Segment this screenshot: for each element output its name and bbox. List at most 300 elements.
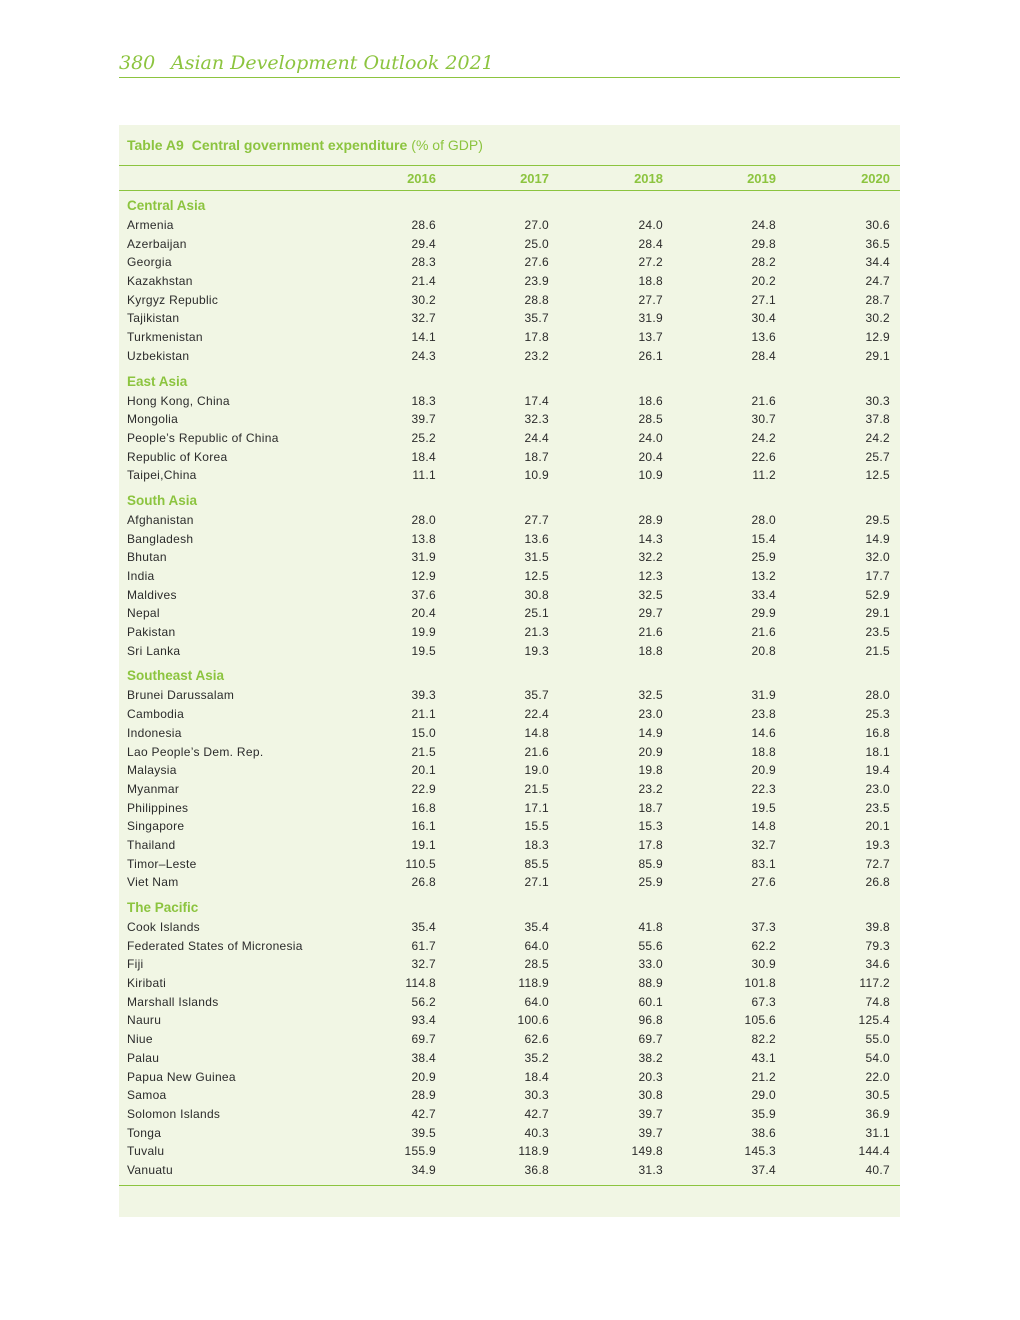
economy-name: Hong Kong, China [127,393,230,408]
region-group [119,660,900,892]
value-cell: 25.7 [865,449,890,464]
value-cell: 30.3 [865,393,890,408]
economy-name: Singapore [127,819,185,834]
table-row [119,511,900,530]
value-cell: 35.2 [524,1050,549,1065]
table-row [119,955,900,974]
table-row [119,466,900,485]
value-cell: 85.5 [524,856,549,871]
economy-name: Malaysia [127,763,177,778]
value-cell: 24.2 [751,430,776,445]
economy-name: Pakistan [127,625,176,640]
economy-name: Kiribati [127,976,167,991]
value-cell: 29.9 [751,606,776,621]
value-cell: 18.4 [524,1069,549,1084]
value-cell: 25.3 [865,707,890,722]
value-cell: 26.8 [411,875,436,890]
value-cell: 31.9 [751,688,776,703]
value-cell: 69.7 [411,1032,436,1047]
value-cell: 36.9 [865,1106,890,1121]
table-row [119,686,900,705]
value-cell: 42.7 [524,1106,549,1121]
value-cell: 21.6 [638,625,663,640]
value-cell: 18.1 [865,744,890,759]
value-cell: 34.4 [865,255,890,270]
table-number: Table A9 [127,137,184,153]
economy-name: Nepal [127,606,160,621]
table-row [119,604,900,623]
value-cell: 101.8 [744,976,776,991]
economy-name: Kazakhstan [127,274,193,289]
value-cell: 38.6 [751,1125,776,1140]
value-cell: 55.0 [865,1032,890,1047]
economy-name: Niue [127,1032,153,1047]
value-cell: 22.6 [751,449,776,464]
value-cell: 16.1 [411,819,436,834]
economy-name: Solomon Islands [127,1106,221,1121]
table-row [119,272,900,291]
economy-name: Thailand [127,837,176,852]
value-cell: 12.3 [638,569,663,583]
value-cell: 30.2 [865,311,890,326]
economy-name: Timor–Leste [127,856,197,871]
value-cell: 43.1 [751,1050,776,1065]
value-cell: 18.4 [411,449,436,464]
table-row [119,724,900,743]
value-cell: 30.7 [751,412,776,427]
value-cell: 40.7 [865,1162,890,1177]
value-cell: 29.7 [638,606,663,621]
value-cell: 37.4 [751,1162,776,1177]
value-cell: 35.7 [524,311,549,326]
value-cell: 40.3 [524,1125,549,1140]
economy-name: Fiji [127,957,144,972]
value-cell: 23.8 [751,707,776,722]
table-row [119,291,900,310]
value-cell: 26.1 [638,348,663,363]
economy-name: India [127,569,155,583]
value-cell: 36.5 [865,236,890,251]
value-cell: 20.4 [638,449,663,464]
value-cell: 19.3 [865,837,890,852]
value-cell: 13.2 [751,569,776,583]
value-cell: 20.9 [638,744,663,759]
value-cell: 17.7 [865,569,890,583]
value-cell: 79.3 [865,938,890,953]
value-cell: 14.1 [411,330,436,345]
value-cell: 28.8 [524,292,549,307]
value-cell: 20.1 [865,819,890,834]
value-cell: 96.8 [638,1013,663,1028]
value-cell: 37.8 [865,412,890,427]
value-cell: 21.6 [524,744,549,759]
economy-name: Indonesia [127,725,182,740]
value-cell: 39.7 [638,1125,663,1140]
value-cell: 20.9 [751,763,776,778]
region-heading: The Pacific [127,900,199,915]
value-cell: 30.9 [751,957,776,972]
value-cell: 30.4 [751,311,776,326]
value-cell: 28.5 [524,957,549,972]
table-row [119,873,900,892]
value-cell: 25.0 [524,236,549,251]
value-cell: 31.3 [638,1162,663,1177]
value-cell: 16.8 [865,725,890,740]
region-heading: East Asia [127,373,188,389]
value-cell: 27.7 [638,292,663,307]
table-row [119,253,900,272]
table-row [119,567,900,586]
table-row [119,410,900,429]
value-cell: 20.8 [751,643,776,658]
value-cell: 35.4 [524,920,549,934]
economy-name: Azerbaijan [127,236,187,251]
table-row [119,836,900,855]
value-cell: 32.7 [411,957,436,972]
value-cell: 23.5 [865,625,890,640]
value-cell: 82.2 [751,1032,776,1047]
value-cell: 21.1 [411,707,436,722]
value-cell: 29.0 [751,1088,776,1103]
economy-name: Brunei Darussalam [127,688,235,703]
value-cell: 42.7 [411,1106,436,1121]
value-cell: 14.8 [524,725,549,740]
economy-name: Tuvalu [127,1144,165,1159]
value-cell: 27.1 [751,292,776,307]
value-cell: 19.9 [411,625,436,640]
table-row [119,623,900,642]
value-cell: 32.7 [411,311,436,326]
value-cell: 20.1 [411,763,436,778]
value-cell: 12.9 [411,569,436,583]
value-cell: 17.8 [638,837,663,852]
value-cell: 13.7 [638,330,663,345]
value-cell: 25.1 [524,606,549,621]
economy-name: Papua New Guinea [127,1069,236,1084]
economy-name: Viet Nam [127,875,179,890]
value-cell: 24.3 [411,348,436,363]
value-cell: 24.7 [865,274,890,289]
value-cell: 25.9 [638,875,663,890]
table-row [119,918,900,937]
value-cell: 14.9 [638,725,663,740]
value-cell: 27.7 [524,512,549,527]
table-row [119,761,900,780]
table-row [119,309,900,328]
table-unit: (% of GDP) [411,137,483,153]
value-cell: 18.7 [524,449,549,464]
economy-name: Kyrgyz Republic [127,292,219,307]
table-row [119,799,900,818]
economy-name: Turkmenistan [127,330,203,345]
economy-name: Myanmar [127,781,180,796]
table-row [119,855,900,874]
table-row [119,530,900,549]
publication-title: Asian Development Outlook 2021 [171,52,494,74]
value-cell: 20.9 [411,1069,436,1084]
value-cell: 22.0 [865,1069,890,1084]
value-cell: 114.8 [405,976,436,991]
value-cell: 27.0 [524,218,549,232]
value-cell: 21.2 [751,1069,776,1084]
value-cell: 14.8 [751,819,776,834]
value-cell: 19.3 [524,643,549,658]
economy-name: Cook Islands [127,920,200,934]
value-cell: 18.3 [524,837,549,852]
value-cell: 20.4 [411,606,436,621]
value-cell: 105.6 [744,1013,776,1028]
value-cell: 11.2 [752,468,776,483]
economy-name: Palau [127,1050,160,1065]
value-cell: 34.9 [411,1162,436,1177]
value-cell: 16.8 [411,800,436,815]
bottom-rule [119,1185,900,1186]
data-table [119,125,900,1217]
value-cell: 29.4 [411,236,436,251]
economy-name: Tajikistan [127,311,180,326]
economy-name: Mongolia [127,412,179,427]
table-row [119,392,900,411]
value-cell: 17.4 [524,393,549,408]
table-row [119,642,900,661]
value-cell: 88.9 [638,976,663,991]
value-cell: 27.1 [524,875,549,890]
value-cell: 13.6 [524,531,549,546]
value-cell: 22.3 [751,781,776,796]
value-cell: 30.6 [865,218,890,232]
value-cell: 18.8 [638,274,663,289]
region-group [119,366,900,485]
table-row [119,1086,900,1105]
column-header-year: 2020 [861,171,890,186]
table-row [119,743,900,762]
region-group [119,192,900,366]
table-row [119,429,900,448]
running-header [119,50,900,78]
value-cell: 35.9 [751,1106,776,1121]
value-cell: 144.4 [858,1144,890,1159]
table-caption [127,137,483,153]
value-cell: 39.8 [865,920,890,934]
economy-name: Philippines [127,800,189,815]
value-cell: 39.7 [638,1106,663,1121]
table-row [119,1049,900,1068]
value-cell: 30.3 [524,1088,549,1103]
value-cell: 23.0 [638,707,663,722]
region-heading: Central Asia [127,198,206,213]
value-cell: 85.9 [638,856,663,871]
region-heading: Southeast Asia [127,668,225,684]
value-cell: 28.9 [411,1088,436,1103]
value-cell: 31.9 [638,311,663,326]
economy-name: Tonga [127,1125,162,1140]
value-cell: 21.3 [524,625,549,640]
value-cell: 24.8 [751,218,776,232]
economy-name: Republic of Korea [127,449,228,464]
value-cell: 28.4 [638,236,663,251]
value-cell: 29.5 [865,512,890,527]
value-cell: 22.4 [524,707,549,722]
table-row [119,1124,900,1143]
table-row [119,216,900,235]
value-cell: 39.3 [411,688,436,703]
value-cell: 32.2 [638,550,663,565]
value-cell: 21.6 [751,625,776,640]
value-cell: 118.9 [518,1144,549,1159]
value-cell: 14.6 [751,725,776,740]
value-cell: 21.4 [411,274,436,289]
value-cell: 21.5 [524,781,549,796]
value-cell: 29.1 [865,348,890,363]
table-row [119,705,900,724]
value-cell: 17.1 [524,800,549,815]
value-cell: 15.0 [411,725,436,740]
value-cell: 39.7 [411,412,436,427]
value-cell: 21.5 [865,643,890,658]
value-cell: 52.9 [865,587,890,602]
value-cell: 64.0 [524,994,549,1009]
value-cell: 20.3 [638,1069,663,1084]
value-cell: 13.8 [411,531,436,546]
value-cell: 32.7 [751,837,776,852]
value-cell: 62.2 [751,938,776,953]
value-cell: 145.3 [744,1144,776,1159]
value-cell: 125.4 [858,1013,890,1028]
economy-name: People’s Republic of China [127,430,279,445]
value-cell: 28.0 [411,512,436,527]
economy-name: Lao People’s Dem. Rep. [127,744,264,759]
value-cell: 19.4 [865,763,890,778]
value-cell: 19.1 [411,837,436,852]
economy-name: Cambodia [127,707,185,722]
economy-name: Georgia [127,255,172,270]
table-row [119,448,900,467]
economy-name: Bhutan [127,550,167,565]
value-cell: 30.5 [865,1088,890,1103]
column-header-year: 2019 [747,171,776,186]
value-cell: 39.5 [411,1125,436,1140]
value-cell: 33.4 [751,587,776,602]
value-cell: 29.8 [751,236,776,251]
table-row [119,937,900,956]
value-cell: 23.0 [865,781,890,796]
value-cell: 26.8 [865,875,890,890]
value-cell: 23.5 [865,800,890,815]
value-cell: 18.7 [638,800,663,815]
value-cell: 14.3 [638,531,663,546]
region-group [119,892,900,1180]
value-cell: 67.3 [751,994,776,1009]
value-cell: 19.5 [411,643,436,658]
value-cell: 36.8 [524,1162,549,1177]
value-cell: 23.9 [524,274,549,289]
value-cell: 19.8 [638,763,663,778]
economy-name: Maldives [127,587,177,602]
table-row [119,1030,900,1049]
table-row [119,1105,900,1124]
value-cell: 35.4 [411,920,436,934]
value-cell: 60.1 [638,994,663,1009]
value-cell: 29.1 [865,606,890,621]
economy-name: Uzbekistan [127,348,190,363]
value-cell: 33.0 [638,957,663,972]
value-cell: 15.5 [524,819,549,834]
table-row [119,974,900,993]
value-cell: 15.4 [751,531,776,546]
value-cell: 34.6 [865,957,890,972]
value-cell: 55.6 [638,938,663,953]
value-cell: 14.9 [865,531,890,546]
value-cell: 24.2 [865,430,890,445]
value-cell: 32.3 [524,412,549,427]
header-rule [119,190,900,191]
value-cell: 31.5 [524,550,549,565]
value-cell: 25.9 [751,550,776,565]
value-cell: 117.2 [859,976,890,991]
economy-name: Vanuatu [127,1162,173,1177]
value-cell: 118.9 [518,976,549,991]
value-cell: 149.8 [631,1144,663,1159]
table-title: Central government expenditure [191,137,408,153]
value-cell: 28.5 [638,412,663,427]
economy-name: Bangladesh [127,531,194,546]
value-cell: 54.0 [865,1050,890,1065]
value-cell: 69.7 [638,1032,663,1047]
value-cell: 19.0 [524,763,549,778]
value-cell: 12.5 [524,569,549,583]
value-cell: 110.5 [405,856,436,871]
economy-name: Nauru [127,1013,162,1028]
value-cell: 21.6 [751,393,776,408]
value-cell: 38.2 [638,1050,663,1065]
value-cell: 28.3 [411,255,436,270]
value-cell: 35.7 [524,688,549,703]
value-cell: 10.9 [638,468,663,483]
table-row [119,1161,900,1180]
table-row [119,548,900,567]
value-cell: 30.2 [411,292,436,307]
economy-name: Sri Lanka [127,643,181,658]
top-rule [119,165,900,166]
value-cell: 56.2 [411,994,436,1009]
value-cell: 27.6 [751,875,776,890]
value-cell: 37.6 [411,587,436,602]
value-cell: 27.6 [524,255,549,270]
value-cell: 30.8 [638,1088,663,1103]
region-heading: South Asia [127,492,198,508]
value-cell: 41.8 [638,920,663,934]
value-cell: 24.0 [638,218,663,232]
value-cell: 12.5 [865,468,890,483]
table-row [119,328,900,347]
value-cell: 28.4 [751,348,776,363]
value-cell: 11.1 [412,468,436,483]
value-cell: 18.6 [638,393,663,408]
value-cell: 28.6 [411,218,436,232]
column-header-year: 2016 [407,171,436,186]
economy-name: Afghanistan [127,512,194,527]
table-row [119,586,900,605]
value-cell: 27.2 [638,255,663,270]
value-cell: 100.6 [517,1013,549,1028]
value-cell: 64.0 [524,938,549,953]
region-group [119,485,900,661]
value-cell: 28.0 [865,688,890,703]
table-row [119,1011,900,1030]
economy-name: Taipei,China [127,468,197,483]
column-header-year: 2018 [634,171,663,186]
value-cell: 18.8 [638,643,663,658]
